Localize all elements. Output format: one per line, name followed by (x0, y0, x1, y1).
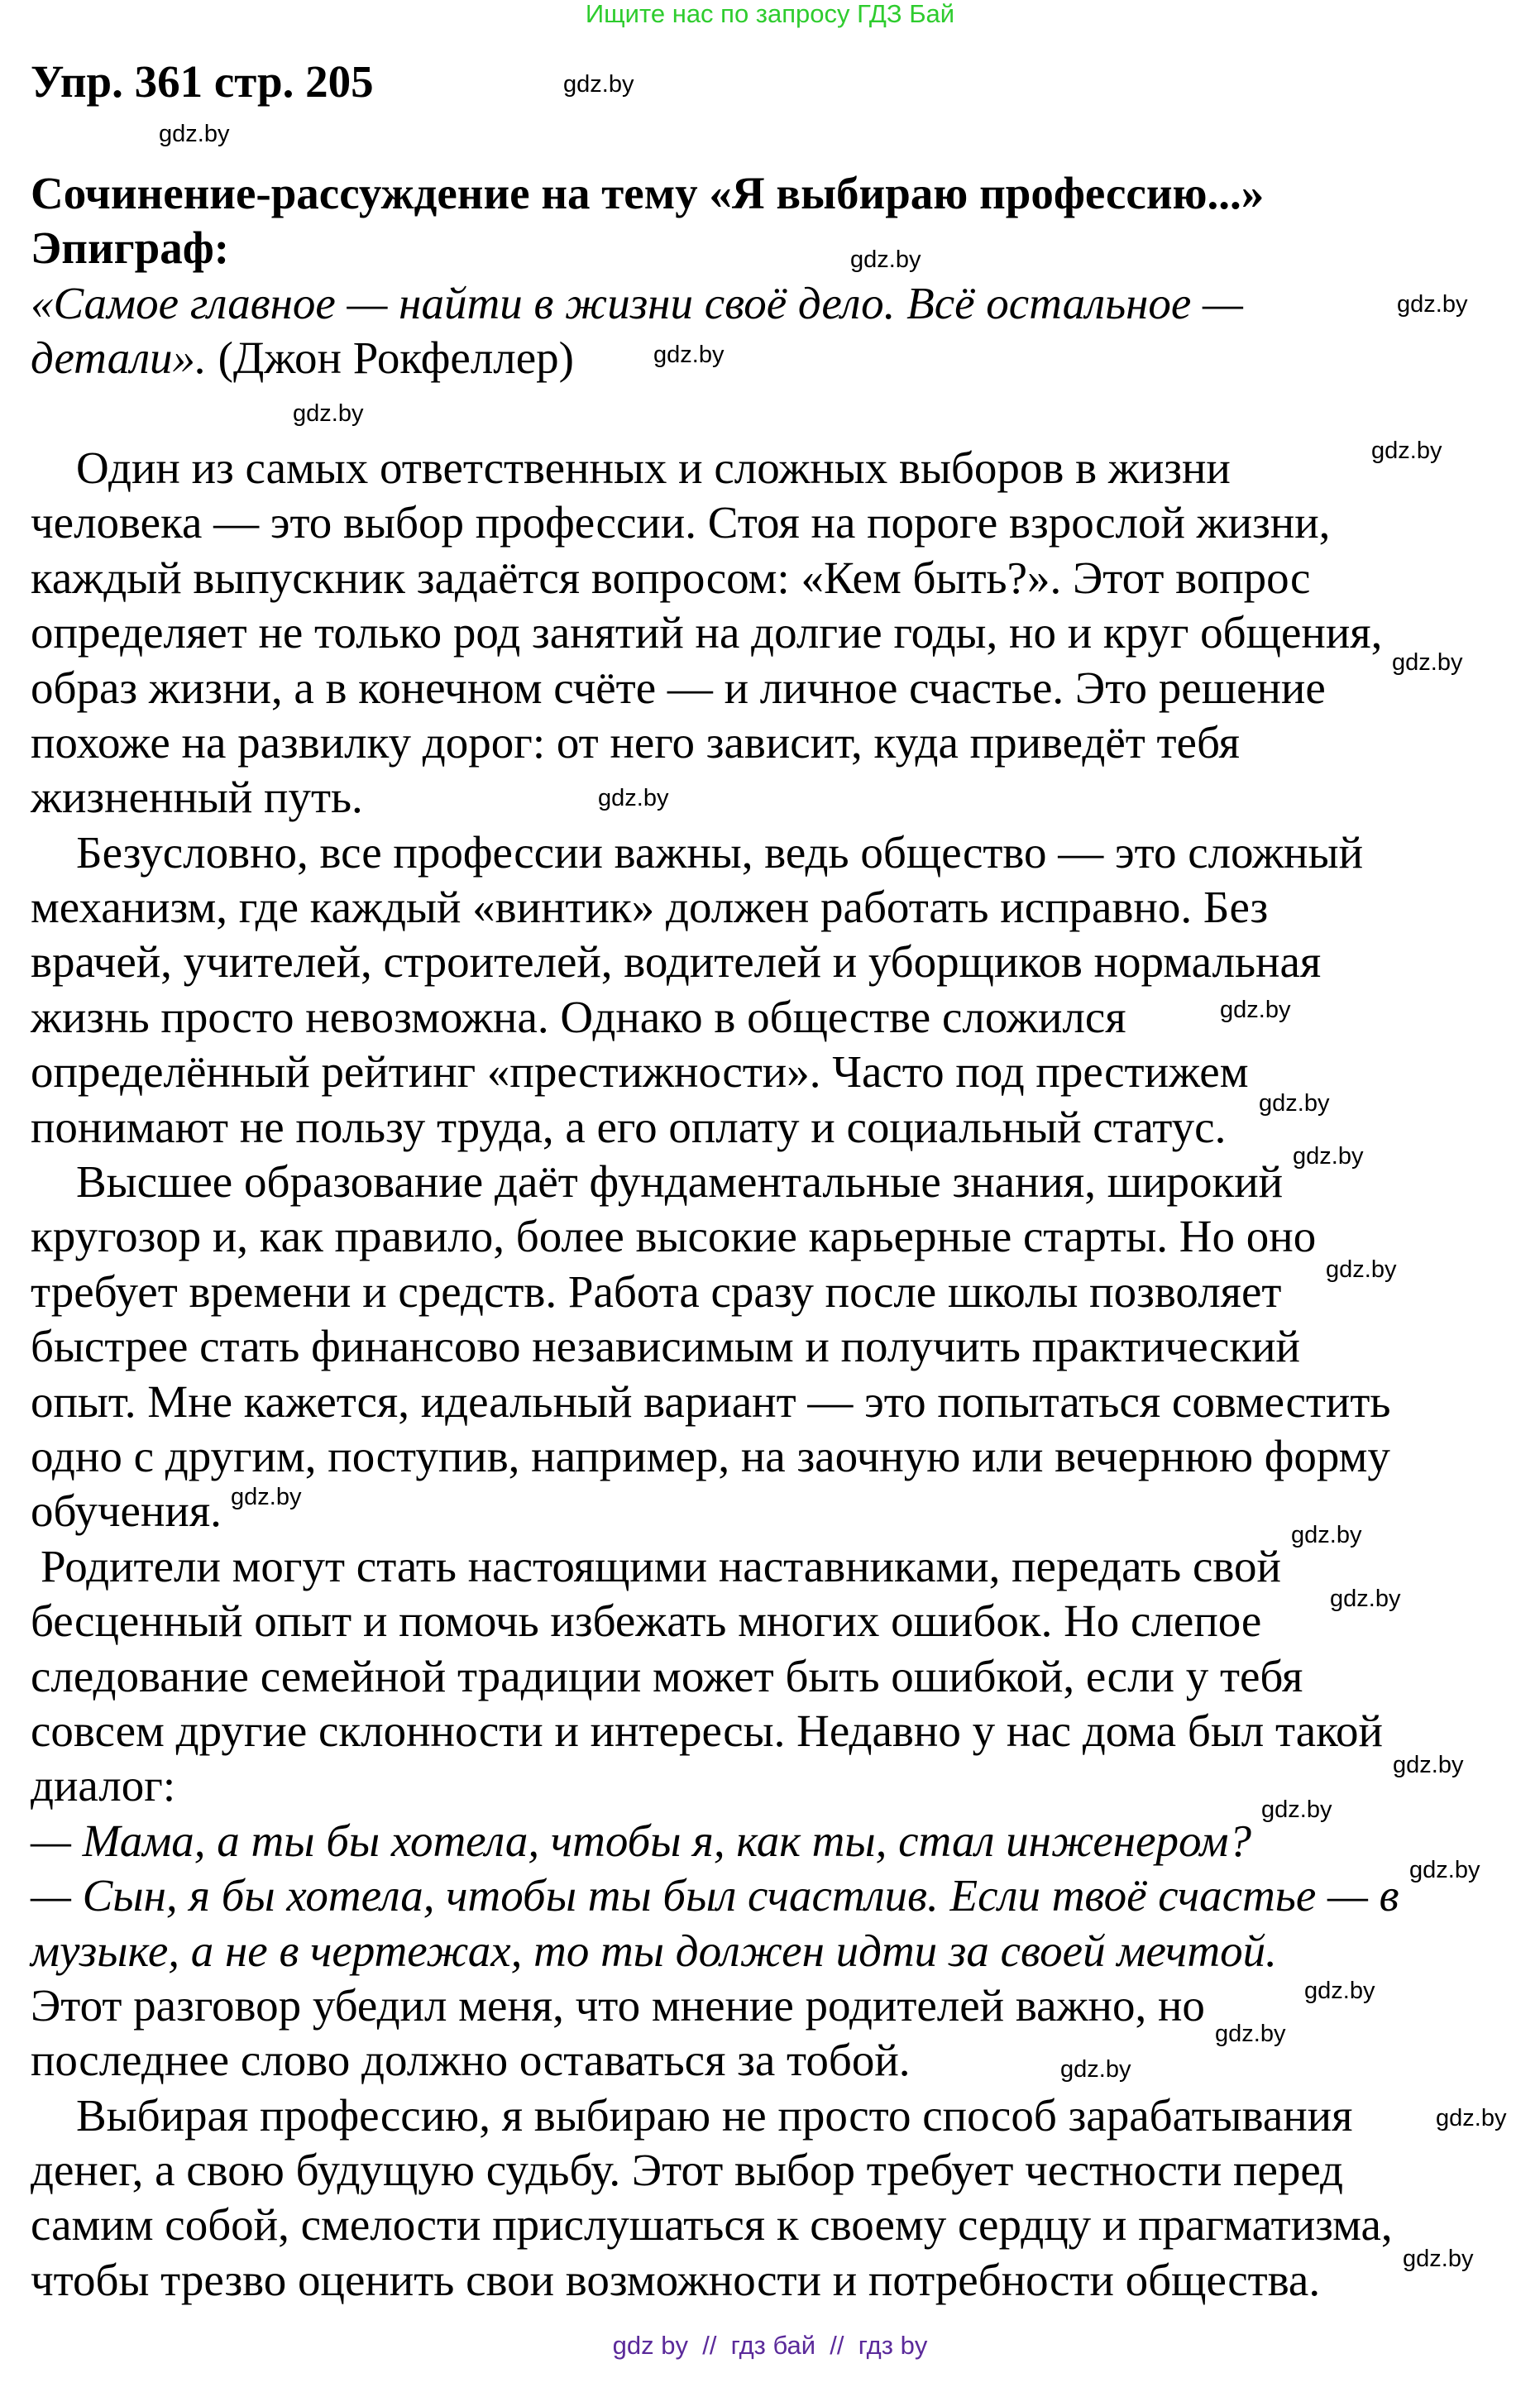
watermark: gdz.by (1060, 2056, 1131, 2083)
epigraph-author: (Джон Рокфеллер) (206, 332, 574, 384)
watermark: gdz.by (1392, 649, 1463, 676)
paragraph-line: последнее слово должно оставаться за тобой. (31, 2035, 911, 2086)
paragraph-line: музыке, а не в чертежах, то ты должен идти за своей мечтой. (31, 1925, 1277, 1976)
paragraph-line: определяет не только род занятий на долгие годы, но и круг общения, (31, 607, 1383, 658)
paragraph-line: человека — это выбор профессии. Стоя на пороге взрослой жизни, (31, 497, 1331, 548)
paragraph-line: — Мама, а ты бы хотела, чтобы я, как ты, стал инженером? (31, 1815, 1252, 1866)
paragraph-line: кругозор и, как правило, более высокие карьерные старты. Но оно (31, 1211, 1317, 1262)
watermark: gdz.by (159, 121, 230, 147)
watermark: gdz.by (1326, 1256, 1397, 1283)
paragraph-line: быстрее стать финансово независимым и получить практический (31, 1321, 1300, 1372)
paragraph-line: понимают не пользу труда, а его оплату и социальный статус. (31, 1101, 1227, 1152)
paragraph-line: жизненный путь. (31, 772, 363, 823)
paragraph-line: требует времени и средств. Работа сразу после школы позволяет (31, 1265, 1282, 1317)
watermark: gdz.by (1403, 2246, 1474, 2272)
paragraph-line: похоже на развилку дорог: от него зависит, куда приведёт тебя (31, 716, 1240, 768)
watermark: gdz.by (1397, 291, 1468, 318)
watermark: gdz.by (563, 71, 634, 98)
watermark: gdz.by (850, 246, 921, 273)
paragraph-line: Безусловно, все профессии важны, ведь общество — это сложный (76, 826, 1364, 878)
watermark: gdz.by (1436, 2105, 1507, 2131)
watermark: gdz.by (1371, 438, 1442, 464)
paragraph-line: бесценный опыт и помочь избежать многих ошибок. Но слепое (31, 1595, 1262, 1647)
paragraph-line: жизнь просто невозможна. Однако в обществе сложился (31, 991, 1126, 1042)
essay-heading: Сочинение-рассуждение на тему «Я выбираю профессию...» (31, 168, 1265, 218)
paragraph-line: определённый рейтинг «престижности». Часто под престижем (31, 1046, 1249, 1098)
paragraph-line: опыт. Мне кажется, идеальный вариант — это попытаться совместить (31, 1375, 1391, 1427)
epigraph-line (31, 331, 1519, 385)
paragraph-line: врачей, учителей, строителей, водителей и уборщиков нормальная (31, 936, 1322, 988)
watermark: gdz.by (1409, 1857, 1480, 1883)
paragraph-line: следование семейной традиции может быть ошибкой, если у тебя (31, 1650, 1303, 1701)
paragraph-line: совсем другие склонности и интересы. Недавно у нас дома был такой (31, 1705, 1383, 1756)
essay-body (31, 441, 1519, 2308)
watermark: gdz.by (231, 1484, 302, 1510)
paragraph-line: механизм, где каждый «винтик» должен работать исправно. Без (31, 882, 1269, 933)
watermark: gdz.by (293, 400, 364, 427)
paragraph-line: чтобы трезво оценить свои возможности и потребности общества. (31, 2254, 1321, 2305)
watermark: gdz.by (1261, 1796, 1332, 1823)
watermark: gdz.by (1293, 1143, 1364, 1170)
watermark: gdz.by (1330, 1586, 1401, 1612)
watermark: gdz.by (653, 342, 725, 368)
paragraph-line: Один из самых ответственных и сложных выборов в жизни (76, 442, 1231, 493)
watermark: gdz.by (1291, 1522, 1362, 1548)
watermark: gdz.by (1304, 1978, 1375, 2004)
watermark: gdz.by (1220, 997, 1291, 1023)
spacer (31, 386, 1519, 441)
paragraph-line: самим собой, смелости прислушаться к своему сердцу и прагматизма, (31, 2199, 1393, 2251)
epigraph-text: детали». (31, 332, 207, 384)
paragraph-line: обучения. (31, 1485, 222, 1537)
paragraph-line: каждый выпускник задаётся вопросом: «Кем быть?». Этот вопрос (31, 552, 1311, 603)
watermark: gdz.by (1215, 2021, 1286, 2047)
paragraph-line: Родители могут стать настоящими наставниками, передать свой (41, 1540, 1281, 1591)
epigraph-line: «Самое главное — найти в жизни своё дело. Всё остальное — (31, 277, 1243, 328)
essay-content (31, 166, 1519, 2308)
epigraph-label: Эпиграф: (31, 222, 230, 274)
paragraph-line: Выбирая профессию, я выбираю не просто способ зарабатывания (76, 2089, 1353, 2141)
watermark: gdz.by (598, 785, 669, 811)
page-title: Упр. 361 стр. 205 (31, 56, 374, 107)
paragraph-line: денег, а свою будущую судьбу. Этот выбор требует честности перед (31, 2145, 1344, 2196)
bottom-banner: gdz by // гдз бай // гдз by (612, 2331, 928, 2360)
top-banner: Ищите нас по запросу ГДЗ Бай (585, 0, 955, 28)
paragraph-line: — Сын, я бы хотела, чтобы ты был счастлив. Если твоё счастье — в (31, 1870, 1399, 1921)
paragraph-line: Высшее образование даёт фундаментальные знания, широкий (76, 1156, 1284, 1208)
paragraph-line: Этот разговор убедил меня, что мнение родителей важно, но (31, 1979, 1205, 2031)
watermark: gdz.by (1393, 1752, 1464, 1778)
paragraph-line: одно с другим, поступив, например, на заочную или вечернюю форму (31, 1430, 1390, 1481)
paragraph-line: образ жизни, а в конечном счёте — и личное счастье. Это решение (31, 662, 1326, 713)
watermark: gdz.by (1259, 1090, 1330, 1117)
paragraph-line: диалог: (31, 1760, 176, 1811)
